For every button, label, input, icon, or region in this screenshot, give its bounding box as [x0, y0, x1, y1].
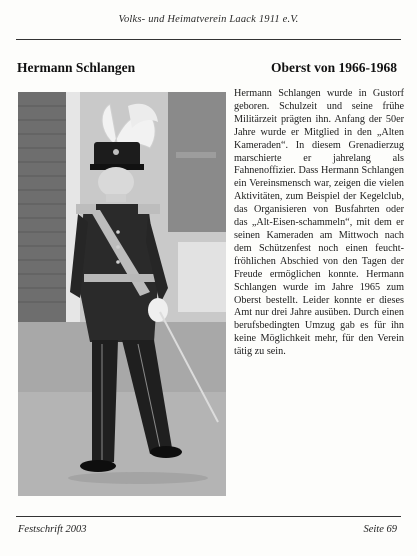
article-rank-title: Oberst von 1966-1968	[271, 60, 397, 75]
header-divider	[16, 39, 401, 40]
running-header: Volks- und Heimatverein Laack 1911 e.V.	[118, 14, 299, 25]
article-person-name: Hermann Schlangen	[17, 60, 136, 75]
article-body-text: Hermann Schlangen wurde in Gustorf geboren. Schulzeit und seine frühe Militärzeit prägten ihn. Anfang der 50er Jahre wurde er Mitglied in den „Alten Kameraden“. In diesem Grenadierzug marschierte er jahrelang als Fahnenoffizier. Dass Hermann Schlangen ein Vereinsmensch war, zeigen die vielen Aktivitäten, zum Beispiel der Kegelclub, das Organisieren von Busfahrten oder das „Alt-Eisen-schammeln“, mit dem er seinen Kameraden am Mittwoch nach dem Schützenfest noch einen feucht-fröhlichen Abschied von den Tagen der Freude ermöglichen konnte. Hermann Schlangen wurde im Jahre 1965 zum Oberst bestellt. Leider konnte er dieses Amt nur drei Jahre ausüben. Durch einen berufsbedingten Umzug gab es für ihn keine Möglichkeit mehr, für den Verein tätig zu sein.	[234, 88, 404, 358]
footer-page-number: Seite 69	[363, 524, 397, 535]
footer-divider	[16, 516, 401, 517]
portrait-photo	[18, 92, 226, 496]
footer-publication: Festschrift 2003	[18, 524, 87, 535]
